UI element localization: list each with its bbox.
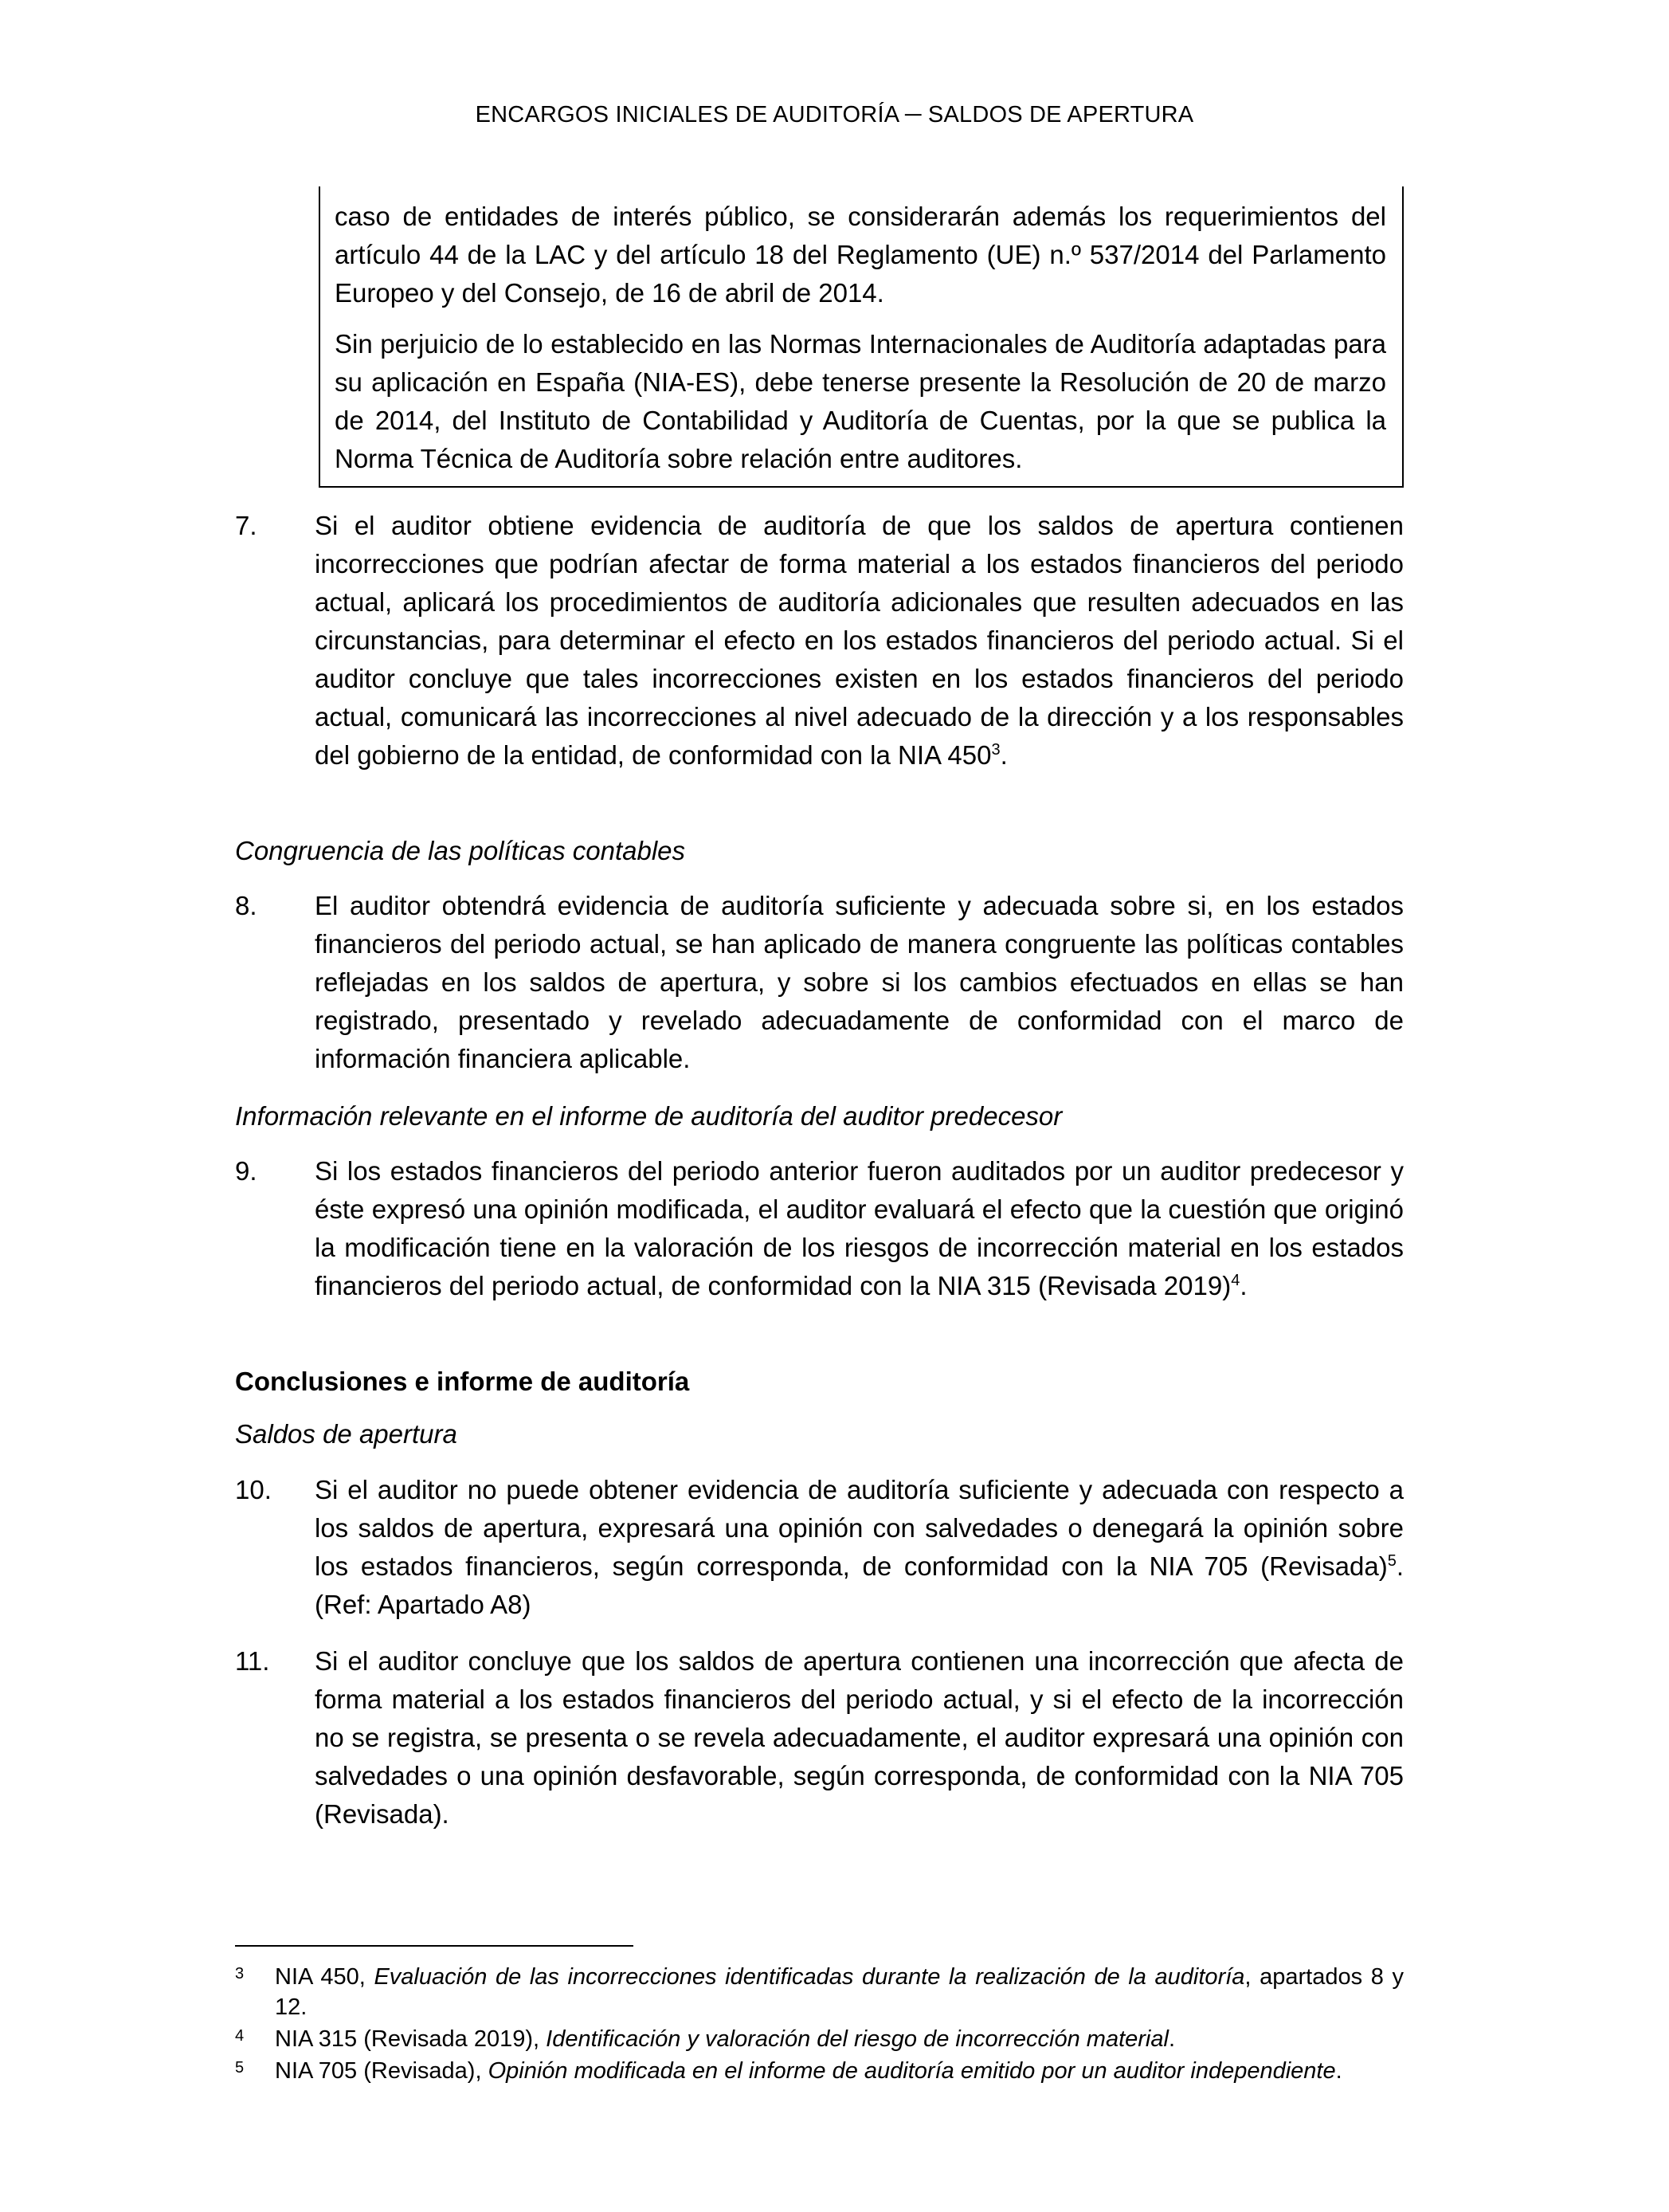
paragraph-7	[235, 507, 1404, 775]
paragraph-tail: .	[1240, 1271, 1248, 1300]
footnote-suffix: .	[1168, 2026, 1176, 2052]
box-paragraph-1: caso de entidades de interés público, se considerarán además los requerimientos del artículo 44 de la LAC y del artículo 18 del Reglamento (UE) n.º 537/2014 del Parlamento Europeo y del Consejo, de 16 de abril de 2014.	[335, 202, 1386, 308]
paragraph-tail: .	[1000, 740, 1008, 770]
box-paragraph-2: Sin perjuicio de lo establecido en las Normas Internacionales de Auditoría adaptadas para su aplicación en España (NIA-ES), debe tenerse presente la Resolución de 20 de marzo de 2014, del Instituto de Contabilidad y Auditoría de Cuentas, por la que se publica la Norma Técnica de Auditoría sobre relación entre auditores.	[335, 329, 1386, 473]
footnote-number: 4	[235, 2027, 245, 2045]
footnote-number: 3	[235, 1965, 245, 1983]
paragraph-text: Si el auditor no puede obtener evidencia de auditoría suficiente y adecuada con respecto a los saldos de apertura, expresará una opinión con salvedades o denegará la opinión sobre los estados financieros, según corresponda, de conformidad con la NIA 705 (Revisada)	[315, 1475, 1404, 1581]
paragraph-9	[235, 1152, 1404, 1305]
heading-informacion: Información relevante en el informe de auditoría del auditor predecesor	[235, 1101, 1063, 1131]
footnote-prefix: NIA 450,	[275, 1964, 374, 1990]
boxed-note	[319, 186, 1404, 488]
footnote-title: Identificación y valoración del riesgo de incorrección material	[546, 2026, 1169, 2052]
heading-congruencia: Congruencia de las políticas contables	[235, 836, 686, 865]
paragraph-tail: . (Ref: Apartado A8)	[315, 1551, 1404, 1619]
paragraph-text: Si el auditor obtiene evidencia de auditoría de que los saldos de apertura contienen incorrecciones que podrían afectar de forma material a los estados financieros del periodo actual, aplicará los procedimientos de auditoría adicionales que resulten adecuados en las circunstancias, para determinar el efecto en los estados financieros del periodo actual. Si el auditor concluye que tales incorrecciones existen en los estados financieros del periodo actual, comunicará las incorrecciones al nivel adecuado de la dirección y a los responsables del gobierno de la entidad, de conformidad con la NIA 450	[315, 511, 1404, 770]
paragraph-number: 11.	[235, 1646, 270, 1676]
heading-saldos: Saldos de apertura	[235, 1419, 457, 1449]
footnote-5	[235, 2056, 1404, 2086]
paragraph-8	[235, 887, 1404, 1078]
footnote-separator	[235, 1945, 633, 1947]
footnote-suffix: .	[1335, 2058, 1342, 2084]
paragraph-11	[235, 1642, 1404, 1834]
paragraph-number: 10.	[235, 1475, 272, 1504]
footnote-ref[interactable]: 5	[1387, 1552, 1397, 1570]
footnote-4	[235, 2024, 1404, 2054]
footnote-prefix: NIA 705 (Revisada),	[275, 2058, 488, 2084]
footnote-ref[interactable]: 4	[1231, 1272, 1240, 1289]
footnote-suffix: , apartados 8 y 12.	[275, 1964, 1404, 2020]
footnote-3	[235, 1962, 1404, 2022]
paragraph-number: 8.	[235, 891, 257, 920]
footnote-title: Evaluación de las incorrecciones identificadas durante la realización de la auditoría	[374, 1964, 1245, 1990]
paragraph-text: Si los estados financieros del periodo anterior fueron auditados por un auditor predecesor y éste expresó una opinión modificada, el auditor evaluará el efecto que la cuestión que originó la modificación tiene en la valoración de los riesgos de incorrección material en los estados financieros del periodo actual, de conformidad con la NIA 315 (Revisada 2019)	[315, 1156, 1404, 1300]
paragraph-10	[235, 1471, 1404, 1624]
paragraph-number: 9.	[235, 1156, 257, 1186]
footnote-ref[interactable]: 3	[991, 741, 1001, 759]
paragraph-text: El auditor obtendrá evidencia de auditoría suficiente y adecuada sobre si, en los estados financieros del periodo actual, se han aplicado de manera congruente las políticas contables reflejadas en los saldos de apertura, y sobre si los cambios efectuados en ellas se han registrado, presentado y revelado adecuadamente de conformidad con el marco de información financiera aplicable.	[315, 891, 1404, 1073]
page-header: ENCARGOS INICIALES DE AUDITORÍA ─ SALDOS DE APERTURA	[475, 102, 1194, 127]
paragraph-text: Si el auditor concluye que los saldos de apertura contienen una incorrección que afecta de forma material a los estados financieros del periodo actual, y si el efecto de la incorrección no se registra, se presenta o se revela adecuadamente, el auditor expresará una opinión con salvedades o una opinión desfavorable, según corresponda, de conformidad con la NIA 705 (Revisada).	[315, 1646, 1404, 1829]
heading-conclusiones: Conclusiones e informe de auditoría	[235, 1367, 690, 1396]
footnote-title: Opinión modificada en el informe de auditoría emitido por un auditor independiente	[488, 2058, 1336, 2084]
footnote-prefix: NIA 315 (Revisada 2019),	[275, 2026, 547, 2052]
paragraph-number: 7.	[235, 511, 257, 540]
footnote-number: 5	[235, 2059, 245, 2077]
